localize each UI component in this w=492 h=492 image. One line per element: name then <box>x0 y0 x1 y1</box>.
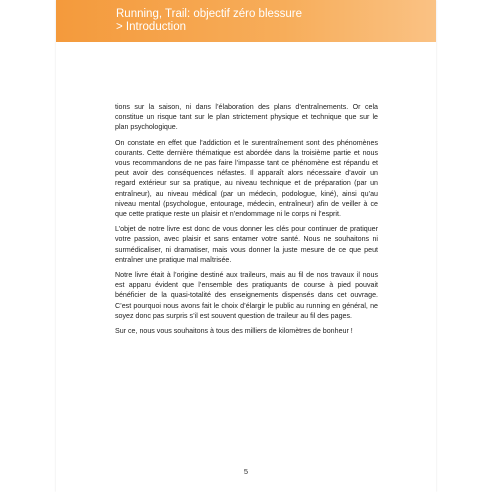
paragraph: On constate en effet que l’addiction et le surentraînement sont des phénomènes courants. Cette dernière thématique est abordée dans la troisième partie et nous vous recommandons de ne pas faire l’impasse tant ce phénomène est répandu et peut avoir des conséquences néfastes. Il apparaît alors nécessaire d’avoir un regard extérieur sur sa pratique, au niveau technique et de préparation (par un entraîneur), au niveau médical (par un médecin, podologue, kiné), ainsi qu’au niveau mental (psychologue, entourage, médecin, entraîneur) afin de veiller à ce que cette pratique reste un plaisir et n’endommage ni le corps ni l’esprit. <box>115 138 378 219</box>
running-header <box>116 8 302 34</box>
page-number: 5 <box>243 467 249 476</box>
header-title: Running, Trail: objectif zéro blessure <box>116 8 303 20</box>
body-text <box>115 102 378 341</box>
paragraph: Notre livre était à l’origine destiné aux traileurs, mais au fil de nos travaux il nous est apparu évident que l’ensemble des pratiquants de course à pied pouvait bénéficier de la quasi-totalité des enseignements dispensés dans cet ouvrage. C’est pourquoi nous avons fait le choix d’élargir le public au running en général, ne soyez donc pas surpris s’il est souvent question de traileur au fil des pages. <box>115 271 378 320</box>
paragraph: Sur ce, nous vous souhaitons à tous des milliers de kilomètres de bonheur ! <box>115 327 353 336</box>
paragraph: L’objet de notre livre est donc de vous donner les clés pour continuer de pratiquer votre passion, avec plaisir et sans entamer votre santé. Nous ne souhaitons ni surmédicaliser, ni dramatiser, mais vous donner la juste mesure de ce que peut entraîner une pratique mal maîtrisée. <box>115 225 378 264</box>
paragraph: tions sur la saison, ni dans l’élaboration des plans d’entraînements. Or cela constitue un risque tant sur le plan strictement physique et technique que sur le plan psychologique. <box>115 103 378 132</box>
header-section: > Introduction <box>116 21 187 33</box>
